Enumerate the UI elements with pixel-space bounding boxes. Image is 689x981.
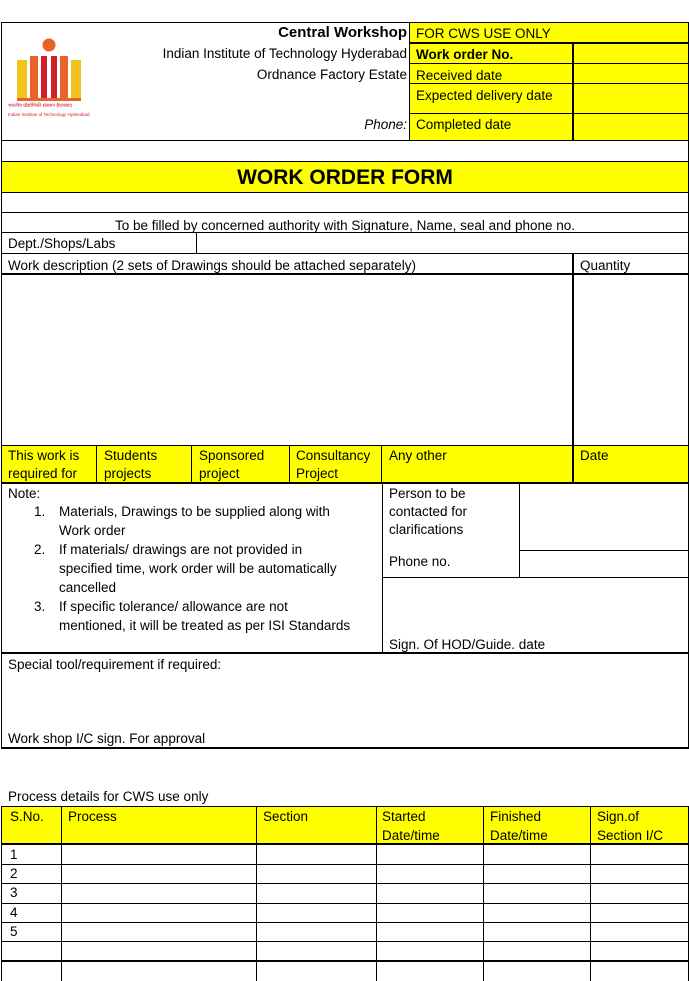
students-projects-option[interactable] [97, 445, 192, 483]
table-row[interactable]: 4 [10, 905, 18, 920]
process-caption: Process details for CWS use only [8, 789, 209, 804]
sno-header: S.No. [10, 809, 44, 824]
table-row[interactable]: 3 [10, 885, 18, 900]
sign-header-line2: Section I/C [597, 828, 664, 843]
note-label: Note: [8, 486, 41, 501]
sign-header-line1: Sign.of [597, 809, 640, 824]
cws-use-only-label: FOR CWS USE ONLY [416, 26, 551, 41]
consultancy-line2: Project [296, 466, 339, 481]
started-header-line1: Started [382, 809, 426, 824]
dept-label: Dept./Shops/Labs [8, 236, 116, 251]
consultancy-project-option[interactable] [290, 445, 382, 483]
special-tool-field[interactable] [2, 674, 688, 728]
table-row[interactable]: 5 [10, 924, 18, 939]
started-header-line2: Date/time [382, 828, 440, 843]
dept-field[interactable] [197, 233, 687, 253]
received-date-field[interactable] [573, 63, 689, 83]
logo-caption-english: Indian Institute of Technology Hyderabad [8, 112, 90, 117]
contact-person-line3: clarifications [389, 522, 464, 537]
quantity-field[interactable] [574, 275, 688, 445]
org-name: Central Workshop [278, 24, 407, 41]
sponsored-line2: project [199, 466, 240, 481]
required-for-label-line2: required for [8, 466, 78, 481]
sponsored-line1: Sponsored [199, 448, 265, 463]
table-row[interactable] [1, 961, 689, 981]
special-tool-label: Special tool/requirement if required: [8, 657, 222, 672]
any-other-label: Any other [389, 448, 447, 463]
form-title: WORK ORDER FORM [237, 166, 453, 189]
hod-sign-label: Sign. Of HOD/Guide. date [389, 637, 546, 652]
logo-caption-hindi: भारतीय प्रौद्योगिकी संस्थान हैदराबाद [8, 103, 72, 109]
process-header: Process [68, 809, 117, 824]
any-other-option[interactable] [382, 445, 572, 483]
completed-date-field[interactable] [573, 113, 689, 140]
students-line2: projects [104, 466, 152, 481]
expected-delivery-label: Expected delivery date [416, 88, 553, 103]
contact-person-line2: contacted for [389, 504, 468, 519]
table-row[interactable]: 2 [10, 866, 18, 881]
sponsored-project-option[interactable] [192, 445, 290, 483]
instruction-text: To be filled by concerned authority with Signature, Name, seal and phone no. [114, 218, 576, 233]
work-order-no-label: Work order No. [416, 47, 514, 62]
phone-no-field[interactable] [520, 551, 688, 577]
phone-no-label: Phone no. [389, 554, 451, 569]
table-row[interactable] [1, 941, 689, 961]
table-row[interactable]: 1 [10, 847, 18, 862]
work-description-field[interactable] [2, 275, 572, 445]
institute-address: Ordnance Factory Estate [256, 67, 407, 82]
institute-name: Indian Institute of Technology Hyderabad [162, 46, 407, 61]
phone-label: Phone: [364, 117, 407, 132]
completed-date-label: Completed date [416, 117, 512, 132]
finished-header-line1: Finished [490, 809, 542, 824]
consultancy-line1: Consultancy [296, 448, 371, 463]
contact-person-line1: Person to be [389, 486, 466, 501]
expected-delivery-field[interactable] [573, 83, 689, 113]
quantity-label: Quantity [580, 258, 631, 273]
section-header: Section [263, 809, 309, 824]
students-line1: Students [104, 448, 158, 463]
finished-header-line2: Date/time [490, 828, 548, 843]
work-order-no-field[interactable] [573, 43, 689, 63]
received-date-label: Received date [416, 68, 503, 83]
iith-logo [6, 34, 92, 124]
contact-person-field[interactable] [520, 484, 688, 550]
work-description-label: Work description (2 sets of Drawings should be attached separately) [8, 258, 416, 273]
required-for-label-line1: This work is [8, 448, 80, 463]
date-label: Date [580, 448, 609, 463]
workshop-sign-label: Work shop I/C sign. For approval [8, 731, 206, 746]
